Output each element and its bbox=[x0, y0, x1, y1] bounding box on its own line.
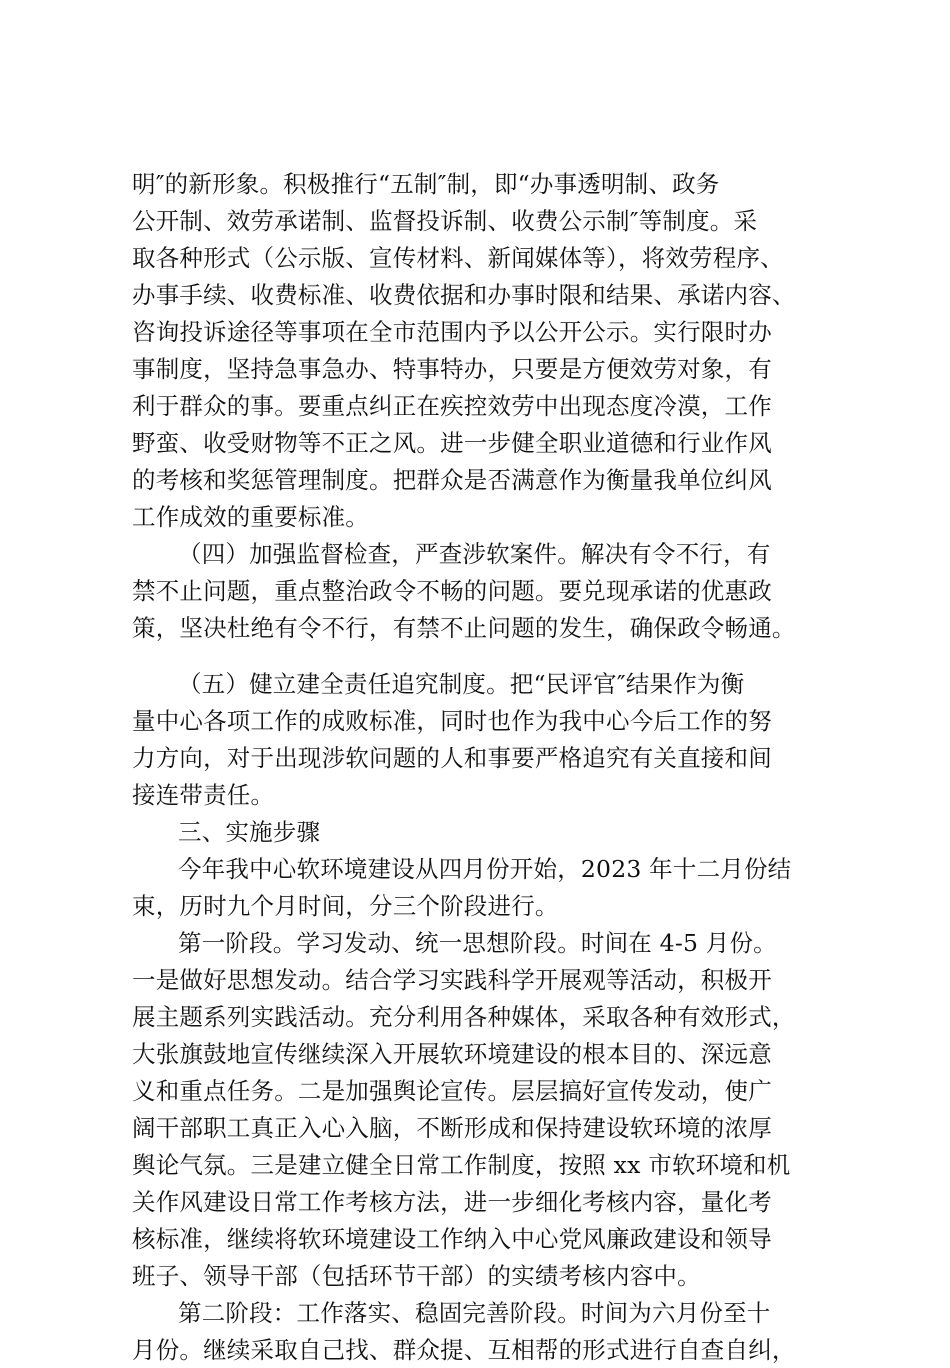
text-line: 明″的新形象。积极推行“五制″制，即“办事透明制、政务 bbox=[132, 170, 720, 198]
text-line: 禁不止问题，重点整治政令不畅的问题。要兑现承诺的优惠政 bbox=[132, 577, 772, 605]
paragraph-5-heading-line: （五）健立建全责任追究制度。把“民评官″结果作为衡 bbox=[178, 670, 745, 698]
text-line: 接连带责任。 bbox=[132, 781, 275, 809]
text-line: 工作成效的重要标准。 bbox=[132, 503, 369, 531]
text-line: 一是做好思想发动。结合学习实践科学开展观等活动，积极开 bbox=[132, 966, 772, 994]
text-line: 大张旗鼓地宣传继续深入开展软环境建设的根本目的、深远意 bbox=[132, 1040, 772, 1068]
text-line: 关作风建设日常工作考核方法，进一步细化考核内容，量化考 bbox=[132, 1188, 772, 1216]
text-line: 利于群众的事。要重点纠正在疾控效劳中出现态度冷漠，工作 bbox=[132, 392, 772, 420]
text-line: 量中心各项工作的成败标准，同时也作为我中心今后工作的努 bbox=[132, 707, 772, 735]
text-line: 展主题系列实践活动。充分利用各种媒体，采取各种有效形式， bbox=[132, 1003, 796, 1031]
text-line: 公开制、效劳承诺制、监督投诉制、收费公示制″等制度。采 bbox=[132, 207, 758, 235]
stage-1-heading-line: 第一阶段。学习发动、统一思想阶段。时间在 4-5 月份。 bbox=[178, 929, 777, 957]
text-line: 野蛮、收受财物等不正之风。进一步健全职业道德和行业作风 bbox=[132, 429, 772, 457]
text-line: 策，坚决杜绝有令不行，有禁不止问题的发生，确保政令畅通。 bbox=[132, 614, 796, 642]
text-line: 束，历时九个月时间，分三个阶段进行。 bbox=[132, 892, 559, 920]
text-line: 月份。继续采取自己找、群众提、互相帮的形式进行自查自纠， bbox=[132, 1336, 796, 1364]
text-line: 办事手续、收费标准、收费依据和办事时限和结果、承诺内容、 bbox=[132, 281, 796, 309]
text-line: 舆论气氛。三是建立健全日常工作制度，按照 xx 市软环境和机 bbox=[132, 1151, 791, 1179]
text-line: 的考核和奖惩管理制度。把群众是否满意作为衡量我单位纠风 bbox=[132, 466, 772, 494]
text-line: 核标准，继续将软环境建设工作纳入中心党风廉政建设和领导 bbox=[132, 1225, 772, 1253]
section-heading: 三、实施步骤 bbox=[178, 818, 321, 846]
text-line: 咨询投诉途径等事项在全市范围内予以公开公示。实行限时办 bbox=[132, 318, 772, 346]
text-line: 班子、领导干部（包括环节干部）的实绩考核内容中。 bbox=[132, 1262, 701, 1290]
stage-2-heading-line: 第二阶段：工作落实、稳固完善阶段。时间为六月份至十 bbox=[178, 1299, 771, 1327]
text-line: 今年我中心软环境建设从四月份开始，2023 年十二月份结 bbox=[178, 855, 792, 883]
paragraph-4-heading-line: （四）加强监督检查，严查涉软案件。解决有令不行，有 bbox=[178, 540, 771, 568]
text-line: 阔干部职工真正入心入脑，不断形成和保持建设软环境的浓厚 bbox=[132, 1114, 772, 1142]
text-line: 义和重点任务。二是加强舆论宣传。层层搞好宣传发动，使广 bbox=[132, 1077, 772, 1105]
text-line: 事制度，坚持急事急办、特事特办，只要是方便效劳对象，有 bbox=[132, 355, 772, 383]
text-line: 力方向，对于出现涉软问题的人和事要严格追究有关直接和间 bbox=[132, 744, 772, 772]
text-line: 取各种形式（公示版、宣传材料、新闻媒体等），将效劳程序、 bbox=[132, 244, 784, 272]
